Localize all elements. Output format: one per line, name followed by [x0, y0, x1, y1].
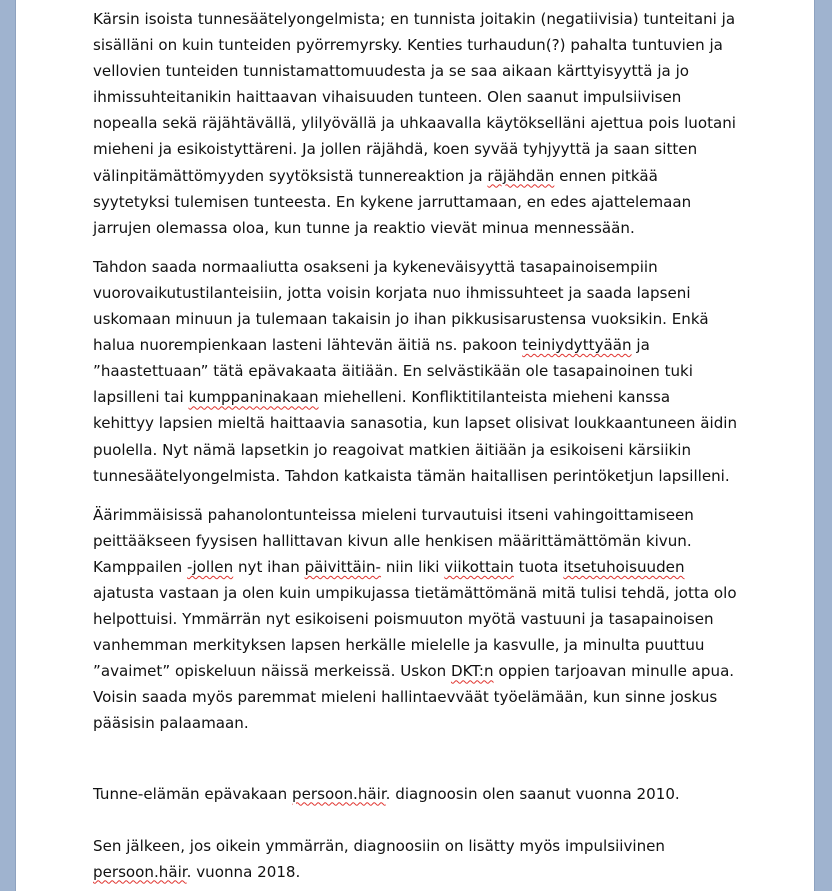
- misspelled-word[interactable]: persoon.häir: [93, 862, 187, 881]
- text-line: ihmissuhteitanikin haittaavan vihaisuuden tunteen. Olen saanut impulsiivisen: [93, 88, 682, 107]
- text-segment: Tunne-elämän epävakaan: [93, 784, 293, 803]
- text-line: [93, 163, 743, 189]
- text-segment: oppien tarjoavan minulle apua.: [493, 662, 735, 681]
- text-segment: ja: [631, 336, 650, 355]
- paragraph-spacing: [93, 241, 743, 254]
- text-line: Tahdon saada normaaliutta osakseni ja kykeneväisyyttä tasapainoisempiin: [93, 257, 658, 276]
- text-line: mieheni ja esikoistyttäreni. Ja jollen räjähdä, koen syvää tyhjyyttä ja saan sitten: [93, 140, 698, 159]
- text-segment: välinpitämättömyyden syytöksistä tunnereaktion ja: [93, 166, 488, 185]
- text-segment: ”avaimet” opiskeluun näissä merkeissä. Uskon: [93, 662, 451, 681]
- text-line: tunnesäätelyongelmista. Tahdon katkaista tämän haitallisen perintöketjun lapsilleni.: [93, 466, 730, 485]
- text-line: sisälläni on kuin tunteiden pyörremyrsky. Kenties turhaudun(?) pahalta tuntuvien ja: [93, 36, 723, 55]
- text-segment: nyt ihan: [233, 557, 305, 576]
- text-line: Äärimmäisissä pahanolontunteissa mieleni turvautuisi itseni vahingoittamiseen: [93, 505, 694, 524]
- paragraph-3: [93, 502, 743, 737]
- text-line: helpottuisi. Ymmärrän nyt esikoiseni poismuuton myötä vastuuni ja tasapainoisen: [93, 610, 714, 629]
- text-line: syytetyksi tulemisen tunteesta. En kykene jarruttamaan, en edes ajattelemaan: [93, 192, 692, 211]
- text-line: nopealla sekä räjähtävällä, ylilyövällä ja uhkaavalla käytökselläni ajettua pois luotani: [93, 114, 736, 133]
- text-line: [93, 554, 743, 580]
- misspelled-word[interactable]: -jollen: [187, 557, 234, 576]
- misspelled-word[interactable]: itsetuhoisuuden: [563, 557, 685, 576]
- paragraph-spacing: [93, 737, 743, 768]
- text-line: uskomaan minuun ja tulemaan takaisin jo ihan pikkusisarustensa vuoksikin. Enkä: [93, 310, 709, 329]
- text-segment: tuota: [513, 557, 564, 576]
- text-line: ”haastettuaan” tätä epävakaata äitiään. En selvästikään ole tasapainoinen tuki: [93, 362, 693, 381]
- paragraph-2: [93, 254, 743, 489]
- text-segment: niin liki: [381, 557, 445, 576]
- text-line: jarrujen olemassa oloa, kun tunne ja reaktio vievät minua mennessään.: [93, 218, 635, 237]
- misspelled-word[interactable]: kumppaninakaan: [188, 388, 319, 407]
- text-line: vanhemman merkityksen lapsen herkälle mielelle ja kasvulle, ja minulta puuttuu: [93, 636, 705, 655]
- misspelled-word[interactable]: persoon.häir: [292, 784, 386, 803]
- text-segment: Kamppailen: [93, 557, 188, 576]
- paragraph-spacing: [93, 768, 743, 781]
- misspelled-word[interactable]: DKT:n: [450, 662, 494, 681]
- text-line: pääsisin palaamaan.: [93, 714, 249, 733]
- text-line: [93, 384, 743, 410]
- paragraph-4: [93, 781, 743, 807]
- text-segment: . vuonna 2018.: [186, 862, 301, 881]
- misspelled-word[interactable]: räjähdän: [487, 166, 555, 185]
- misspelled-word[interactable]: viikottain: [444, 557, 514, 576]
- text-line: Voisin saada myös paremmat mieleni hallintaevväät työelämään, kun sinne joskus: [93, 688, 718, 707]
- paragraph-1: [93, 6, 743, 241]
- text-segment: lapsilleni tai: [93, 388, 189, 407]
- text-segment: ennen pitkää: [554, 166, 658, 185]
- text-line: Sen jälkeen, jos oikein ymmärrän, diagnoosiin on lisätty myös impulsiivinen: [93, 836, 665, 855]
- paragraph-spacing: [93, 489, 743, 502]
- misspelled-word[interactable]: päivittäin-: [304, 557, 382, 576]
- paragraph-spacing: [93, 807, 743, 833]
- text-line: vuorovaikutustilanteisiin, jotta voisin korjata nuo ihmissuhteet ja saada lapseni: [93, 283, 691, 302]
- text-segment: miehelleni. Konfliktitilanteista mieheni kanssa: [318, 388, 671, 407]
- text-segment: . diagnoosin olen saanut vuonna 2010.: [385, 784, 680, 803]
- misspelled-word[interactable]: teiniydyttyään: [522, 336, 632, 355]
- text-line: [93, 658, 743, 684]
- document-body[interactable]: [93, 6, 743, 885]
- text-line: peittääkseen fyysisen hallittavan kivun alle henkisen määrittämättömän kivun.: [93, 531, 692, 550]
- text-line: puolella. Nyt nämä lapsetkin jo reagoivat matkien äitiään ja esikoiseni kärsiikin: [93, 440, 692, 459]
- text-line: [93, 781, 743, 807]
- paragraph-5: [93, 833, 743, 885]
- text-line: [93, 332, 743, 358]
- text-segment: halua nuorempienkaan lasteni lähtevän äitiä ns. pakoon: [93, 336, 523, 355]
- text-line: ajatusta vastaan ja olen kuin umpikujassa tietämättömänä mitä tulisi tehdä, jotta olo: [93, 583, 737, 602]
- text-line: Kärsin isoista tunnesäätelyongelmista; en tunnista joitakin (negatiivisia) tunteitani ja: [93, 10, 736, 28]
- text-line: vellovien tunteiden tunnistamattomuudesta ja se saa aikaan kärttyisyyttä ja jo: [93, 62, 689, 81]
- text-line: [93, 859, 743, 885]
- text-line: kehittyy lapsien mieltä haittaavia sanasotia, kun lapset olisivat loukkaantuneen äidin: [93, 414, 738, 433]
- document-page[interactable]: [16, 0, 814, 891]
